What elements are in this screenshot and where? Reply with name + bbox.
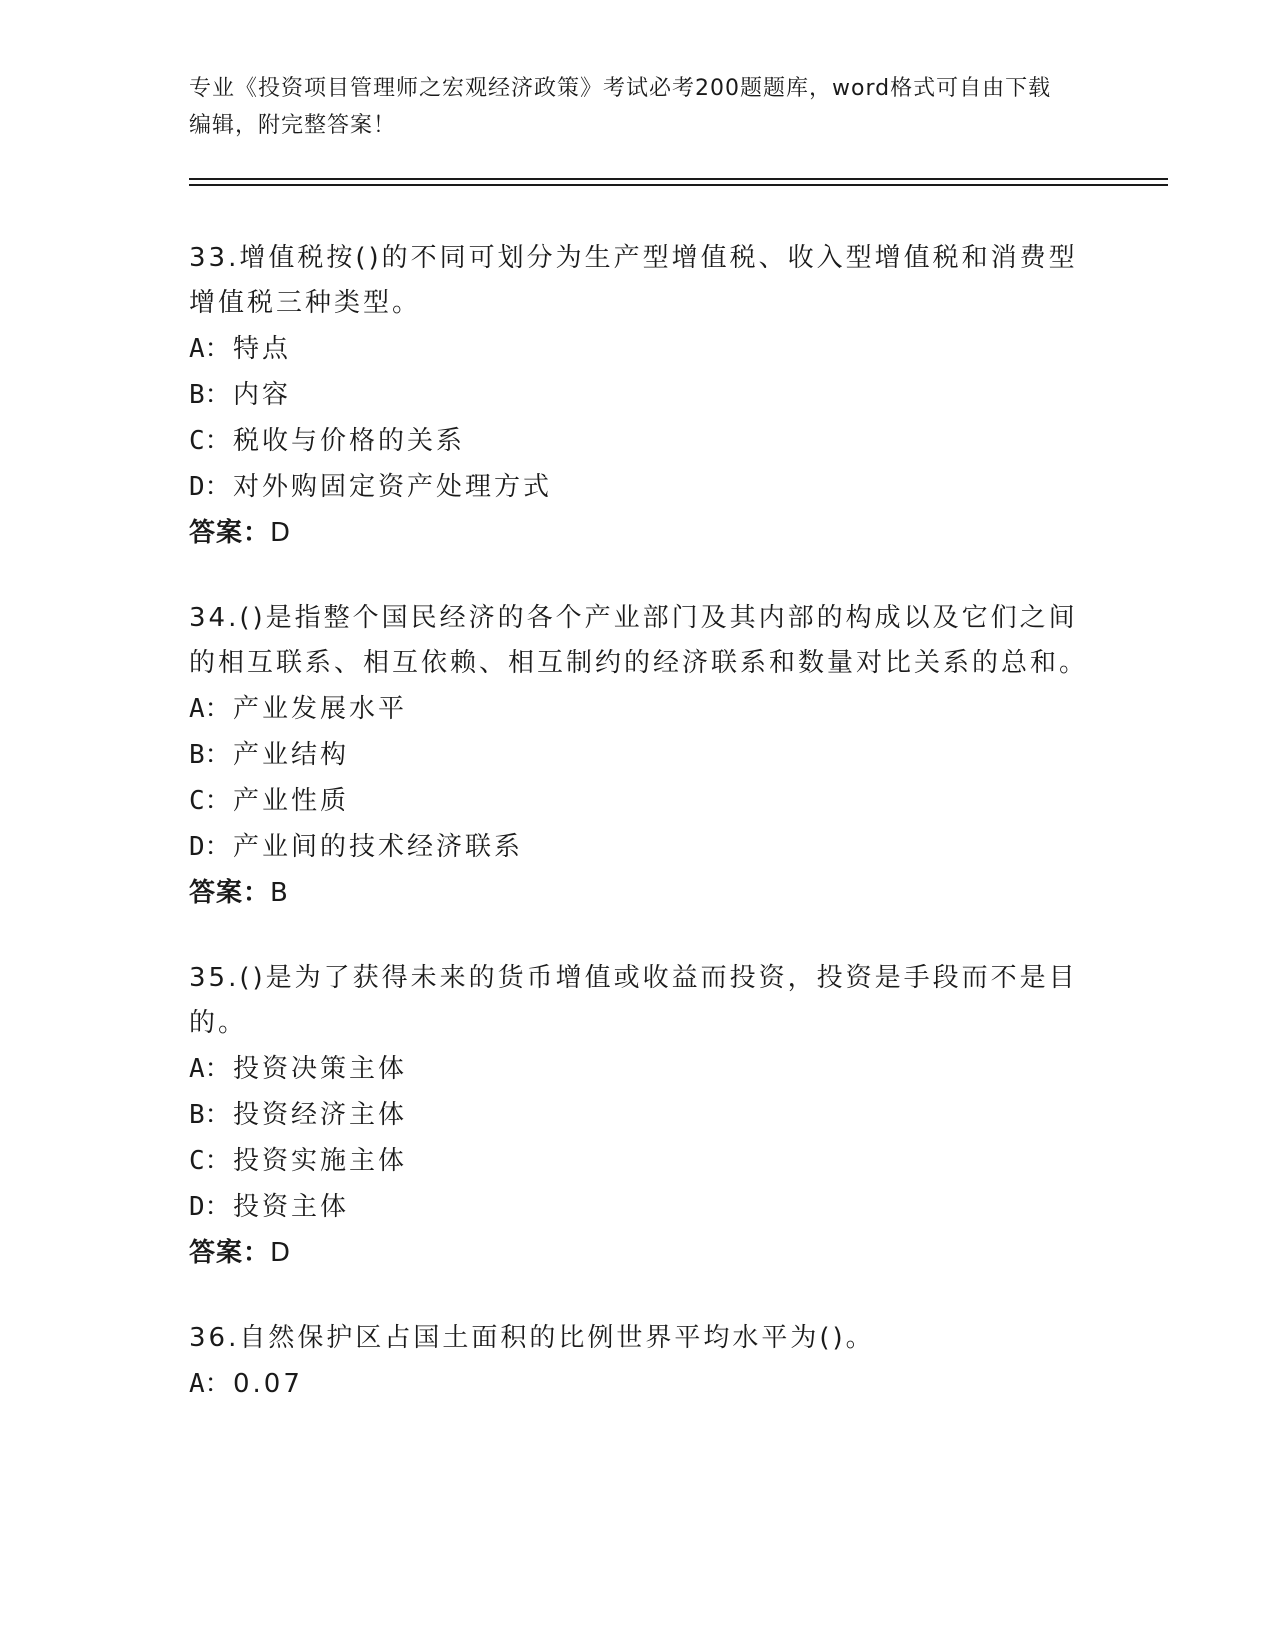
- option-text: 产业间的技术经济联系: [233, 832, 524, 862]
- answer-label: 答案：: [189, 1238, 271, 1268]
- option-label: B：: [189, 740, 231, 770]
- option-label: A：: [189, 1054, 231, 1084]
- answer-line: [189, 1230, 1089, 1276]
- option-b: [189, 372, 1089, 418]
- header-divider-bottom: [189, 184, 1168, 186]
- document-header: [189, 70, 1069, 144]
- option-text: 投资实施主体: [233, 1146, 408, 1176]
- option-a: [189, 686, 1089, 732]
- question-34: [189, 596, 1089, 916]
- option-label: B：: [189, 1100, 231, 1130]
- option-label: A：: [189, 334, 231, 364]
- option-label: D：: [189, 832, 231, 862]
- option-text: 0.07: [233, 1369, 303, 1399]
- option-label: C：: [189, 786, 231, 816]
- option-a: [189, 326, 1089, 372]
- answer-line: [189, 510, 1089, 556]
- option-text: 对外购固定资产处理方式: [233, 472, 553, 502]
- answer-value: D: [270, 1238, 291, 1268]
- option-text: 投资决策主体: [233, 1054, 408, 1084]
- answer-value: D: [270, 518, 291, 548]
- question-list: [189, 236, 1089, 1447]
- option-label: D：: [189, 472, 231, 502]
- option-a: [189, 1361, 1089, 1407]
- question-36: [189, 1316, 1089, 1407]
- option-b: [189, 732, 1089, 778]
- option-label: B：: [189, 380, 231, 410]
- answer-label: 答案：: [189, 518, 271, 548]
- question-stem: 33.增值税按()的不同可划分为生产型增值税、收入型增值税和消费型增值税三种类型。: [189, 243, 1078, 318]
- option-label: C：: [189, 1146, 231, 1176]
- header-divider-top: [189, 178, 1168, 180]
- option-text: 税收与价格的关系: [233, 426, 466, 456]
- answer-value: B: [270, 878, 288, 908]
- option-a: [189, 1046, 1089, 1092]
- option-text: 产业发展水平: [233, 694, 408, 724]
- option-d: [189, 1184, 1089, 1230]
- option-text: 内容: [233, 380, 292, 410]
- option-b: [189, 1092, 1089, 1138]
- option-c: [189, 1138, 1089, 1184]
- question-stem: 35.()是为了获得未来的货币增值或收益而投资，投资是手段而不是目的。: [189, 963, 1078, 1038]
- option-text: 投资经济主体: [233, 1100, 408, 1130]
- header-text: 专业《投资项目管理师之宏观经济政策》考试必考200题题库，word格式可自由下载编辑，附完整答案！: [189, 76, 1052, 138]
- option-d: [189, 824, 1089, 870]
- answer-line: [189, 870, 1089, 916]
- option-c: [189, 418, 1089, 464]
- question-35: [189, 956, 1089, 1276]
- question-33: [189, 236, 1089, 556]
- option-d: [189, 464, 1089, 510]
- option-text: 特点: [233, 334, 292, 364]
- option-text: 产业结构: [233, 740, 350, 770]
- question-stem: 34.()是指整个国民经济的各个产业部门及其内部的构成以及它们之间的相互联系、相互依赖、相互制约的经济联系和数量对比关系的总和。: [189, 603, 1089, 678]
- answer-label: 答案：: [189, 878, 271, 908]
- option-c: [189, 778, 1089, 824]
- option-label: C：: [189, 426, 231, 456]
- option-text: 投资主体: [233, 1192, 350, 1222]
- option-label: A：: [189, 1369, 231, 1399]
- option-text: 产业性质: [233, 786, 350, 816]
- option-label: A：: [189, 694, 231, 724]
- question-stem: 36.自然保护区占国土面积的比例世界平均水平为()。: [189, 1323, 875, 1353]
- option-label: D：: [189, 1192, 231, 1222]
